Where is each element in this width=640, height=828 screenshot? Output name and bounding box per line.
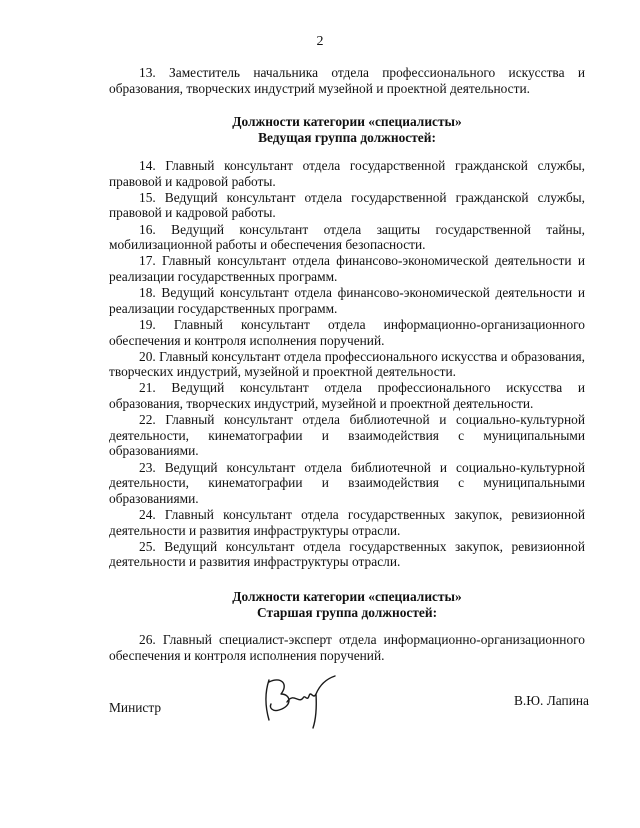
list-item: 23. Ведущий консультант отдела библиотечной и социально-культурной деятельности, кинематографии и взаимодействия с муниципальными образованиями. — [109, 459, 585, 506]
page-number: 2 — [316, 34, 324, 49]
senior-group-list — [109, 632, 585, 663]
signature-block — [109, 688, 589, 728]
list-item: 25. Ведущий консультант отдела государственных закупок, ревизионной деятельности и развития инфраструктуры отрасли. — [109, 538, 585, 570]
list-item: 20. Главный консультант отдела профессионального искусства и образования, творческих индустрий, музейной и проектной деятельности. — [109, 348, 585, 380]
section-subtitle: Старшая группа должностей: — [256, 605, 438, 620]
list-item: 19. Главный консультант отдела информационно-организационного обеспечения и контроля исполнения поручений. — [109, 316, 585, 348]
list-item: 16. Ведущий консультант отдела защиты государственной тайны, мобилизационной работы и обеспечения безопасности. — [109, 221, 585, 253]
intro-list — [109, 65, 585, 96]
list-item: 26. Главный специалист-эксперт отдела информационно-организационного обеспечения и контроля исполнения поручений. — [109, 632, 585, 663]
list-item: 17. Главный консультант отдела финансово-экономической деятельности и реализации государственных программ. — [109, 253, 585, 284]
list-item: 24. Главный консультант отдела государственных закупок, ревизионной деятельности и развития инфраструктуры отрасли. — [109, 507, 585, 538]
section-title: Должности категории «специалисты» — [232, 589, 462, 604]
signer-position: Министр — [109, 700, 162, 715]
handwritten-signature — [259, 672, 339, 730]
signer-name: В.Ю. Лапина — [513, 693, 589, 708]
list-item: 22. Главный консультант отдела библиотечной и социально-культурной деятельности, кинематографии и взаимодействия с муниципальными образованиями. — [109, 412, 585, 459]
section-heading-senior — [109, 589, 585, 621]
section-heading-leading — [109, 114, 585, 146]
list-item: 14. Главный консультант отдела государственной гражданской службы, правовой и кадровой работы. — [109, 158, 585, 189]
list-item: 18. Ведущий консультант отдела финансово-экономической деятельности и реализации государственных программ. — [109, 285, 585, 316]
section-title: Должности категории «специалисты» — [232, 114, 462, 129]
leading-group-list — [109, 158, 585, 571]
list-item: 21. Ведущий консультант отдела профессионального искусства и образования, творческих индустрий, музейной и проектной деятельности. — [109, 380, 585, 412]
list-item: 13. Заместитель начальника отдела профессионального искусства и образования, творческих индустрий музейной и проектной деятельности. — [109, 65, 585, 96]
section-subtitle: Ведущая группа должностей: — [258, 130, 436, 145]
list-item: 15. Ведущий консультант отдела государственной гражданской службы, правовой и кадровой работы. — [109, 189, 585, 221]
